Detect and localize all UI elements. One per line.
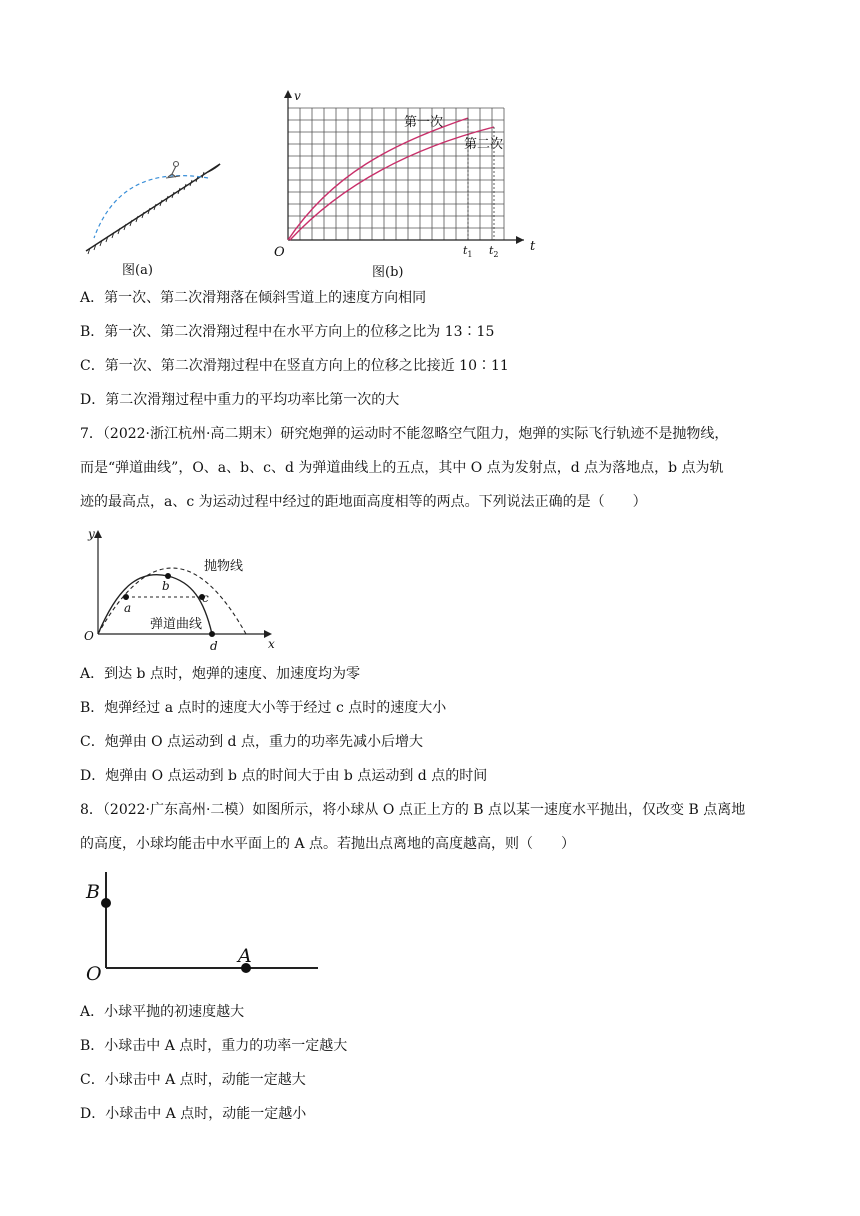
q6-option-d: D．第二次滑翔过程中重力的平均功率比第一次的大 [80,392,400,408]
ballistic-label: 弹道曲线 [150,617,203,632]
q7-stem-line-1: 7．（2022·浙江杭州·高二期末）研究炮弹的运动时不能忽略空气阻力，炮弹的实际飞行轨迹不是抛物线， [80,426,729,442]
axis-v-label: v [294,89,301,103]
point-b [101,898,111,908]
figure-b [272,84,542,284]
q8-option-d: D．小球击中 A 点时，动能一定越小 [80,1106,307,1122]
axis-x-label: x [268,637,275,651]
q6-option-c: C．第一次、第二次滑翔过程中在竖直方向上的位移之比接近 10∶11 [80,358,509,374]
q6-option-b: B．第一次、第二次滑翔过程中在水平方向上的位移之比为 13∶15 [80,324,495,340]
label-d: d [210,639,218,653]
axis-t-label: t [530,239,536,254]
q8-option-c: C．小球击中 A 点时，动能一定越大 [80,1072,306,1088]
second-label: 第二次 [464,137,504,152]
parabola-label: 抛物线 [204,559,244,574]
figure-a-caption: 图(a) [122,263,153,278]
figure-q8 [80,868,325,983]
label-a: a [124,601,132,615]
t1-label: $t_1$ [463,244,473,259]
point-d [209,631,215,637]
label-b: B [86,881,100,903]
axis-y-label: y [88,527,95,541]
first-label: 第一次 [404,115,444,130]
point-a [123,594,129,600]
q8-stem-line-2: 的高度，小球均能击中水平面上的 A 点。若抛出点离地的高度越高，则（ ） [80,836,576,852]
figure-q7 [80,522,285,657]
q8-option-a: A．小球平抛的初速度越大 [80,1004,245,1020]
label-b: b [162,579,170,593]
q7-option-c: C．炮弹由 O 点运动到 d 点，重力的功率先减小后增大 [80,734,423,750]
q8-option-b: B．小球击中 A 点时，重力的功率一定越大 [80,1038,348,1054]
label-o: O [86,963,102,983]
origin-label: O [274,245,285,260]
q8-stem-line-1: 8．（2022·广东高州·二模）如图所示，将小球从 O 点正上方的 B 点以某一速度水平抛出，仅改变 B 点离地 [80,802,746,818]
q7-option-b: B．炮弹经过 a 点时的速度大小等于经过 c 点时的速度大小 [80,700,447,716]
label-c: c [202,591,209,605]
q7-stem-line-2: 而是“弹道曲线”，O、a、b、c、d 为弹道曲线上的五点，其中 O 点为发射点，d 点为落地点，b 点为轨 [80,460,724,476]
t2-label: $t_2$ [489,244,499,259]
figure-b-caption: 图(b) [372,265,404,280]
q7-stem-line-3: 迹的最高点，a、c 为运动过程中经过的距地面高度相等的两点。下列说法正确的是（ ） [80,494,647,510]
first-curve [288,118,468,240]
label-a: A [238,945,252,967]
label-o: O [84,629,94,643]
q7-option-d: D．炮弹由 O 点运动到 b 点的时间大于由 b 点运动到 d 点的时间 [80,768,488,784]
figure-a [80,150,230,280]
q7-option-a: A．到达 b 点时，炮弹的速度、加速度均为零 [80,666,360,682]
q6-option-a: A．第一次、第二次滑翔落在倾斜雪道上的速度方向相同 [80,290,427,306]
